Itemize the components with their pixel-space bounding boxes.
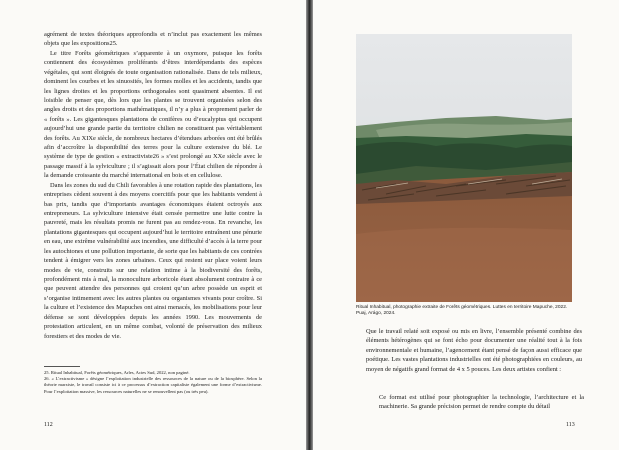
footnotes xyxy=(44,370,262,395)
paragraph: agrément de textes théoriques approfondis et n’inclut pas exactement les mêmes objets que les expositions25. xyxy=(44,31,262,48)
left-page xyxy=(0,0,306,450)
footnote: 25. Ritual Inhabitual, Forêts géométriques, Arles, Actes Sud, 2022, non paginé. xyxy=(44,370,190,375)
page-number: 113 xyxy=(566,422,575,428)
paragraph: Dans les zones du sud du Chili favorables à une rotation rapide des plantations, les entreprises cèdent souvent à des moyens coercitifs pour que les habitants vendent à bas prix, tandis que d’importants avantages économiques étaient octroyés aux entrepreneurs. La sylviculture intensive était censée permettre une lutte contre la pauvreté, mais les résultats promis ne furent pas au rendez-vous. En revanche, les plantations gigantesques qui occupent aujourd’hui le territoire entraînent une pénurie en eau, une extrême vulnérabilité aux incendies, une difficulté d’accès à la terre pour les autochtones et une pollution importante, de sorte que les habitants de ces contrées tendent à émigrer vers les zones urbaines. Ceux qui restent sur place voient leurs modes de vie, construits sur une relation intime à la biodiversité des forêts, profondément mis à mal, la monoculture arboricole étant absolument contraire à ce que peuvent attendre des personnes qui croient qu’un arbre possède un esprit et s’organise intimement avec les autres plantes ou organismes vivants pour croître. Si la culture et l’existence des Mapuches ont ainsi menacés, les mobilisations pour leur défense se sont développées depuis les années 1990. Les mouvements de protestation articulent, en un même combat, volonté de préservation des milieux forestiers et des modes de vie. xyxy=(44,181,262,340)
right-page xyxy=(313,0,619,450)
page-number: 112 xyxy=(44,422,53,428)
photo-caption: Ritual Inhabitual, photographie extraite de Forêts géométriques. Luttes en territoire Mapuche, 2022. Puaj, Arágo, 2024. xyxy=(356,305,568,317)
forest-photograph xyxy=(356,34,572,302)
quote-text: Ce format est utilisé pour photographier la technologie, l’architecture et la machinerie. Sa grande précision permet de rendre compte du détail xyxy=(379,394,584,411)
footnote: 26. « L’extractivisme » désigne l’exploitation industrielle des ressources de la nature ou de la biosphère. Selon la théorie marxiste, le travail consiste ici à ce processus d’extraction capitaliste également une forme d’extractivisme. Pour l’exploitation massive, les ressources naturelles ne se renouvellent pas (ou très peu). xyxy=(44,376,262,394)
book-gutter xyxy=(306,0,313,450)
paragraph: Le titre Forêts géométriques s’apparente à un oxymore, puisque les forêts contiennent des écosystèmes proliférants d’êtres interdépendants des espèces végétales, qui sont éloignés de toute organisation rationalisée. Dans de tels milieux, dominent les courbes et les sinuosités, les formes molles et les accidents, tandis que les lignes droites et les proportions orthogonales sont quasiment absentes. Il est loisible de penser que, dès lors que les plantes se trouvent organisées selon des angles droits et des proportions mathématiques, il n’y a plus à proprement parler de « forêts ». Les gigantesques plantations de conifères ou d’eucalyptus qui occupent aujourd’hui une grande partie du territoire chilien ne constituent pas véritablement des forêts. Au XIXe siècle, de nombreux hectares d’étendues arborées ont été brûlés afin d’accroître la disponibilité des terres pour la culture extensive du blé. Le système de type de gestion « extractiviste26 » s’est prolongé au XXe siècle avec le passage massif à la sylviculture ; il s’agissait alors pour l’État chilien de répondre à la demande croissante du marché international en bois et en cellulose. xyxy=(44,49,262,180)
footnote-rule xyxy=(44,366,80,367)
right-body-text xyxy=(366,327,582,374)
block-quote xyxy=(379,393,584,412)
paragraph: Que le travail relaté soit exposé ou mis en livre, l’ensemble présenté combine des éléments hétérogènes qui se font écho pour documenter une réalité tout à la fois environnementale et humaine, l’agencement étant pensé de façon aussi efficace que poétique. Les vastes plantations industrielles ont été photographiées en couleurs, au moyen de négatifs grand format de 4 x 5 pouces. Les deux artistes confient : xyxy=(366,328,582,373)
left-body-text xyxy=(44,30,262,341)
